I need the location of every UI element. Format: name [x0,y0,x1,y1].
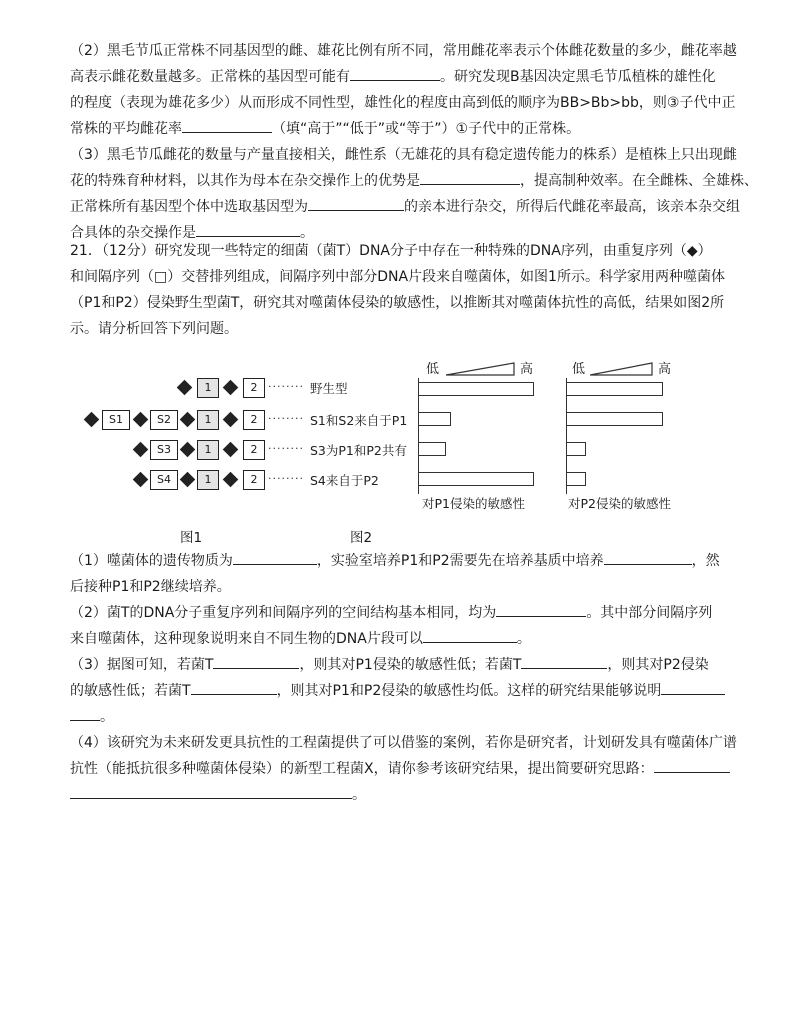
answer-blank[interactable] [496,600,586,617]
sensitivity-bar [418,442,446,456]
spacer-box-1: 1 [197,470,219,490]
text-line: 21．（12分）研究发现一些特定的细菌（菌T）DNA分子中存在一种特殊的DNA序列，由重复序列（◆） [70,243,712,259]
repeat-diamond-icon [180,442,196,458]
repeat-diamond-icon [133,412,149,428]
repeat-diamond-icon [223,412,239,428]
text-line: （1）噬菌体的遗传物质为 ，实验室培养P1和P2需要先在培养基质中培养 ，然 [70,548,760,574]
figure-2-chart-p2 [566,356,690,516]
sequence-row-s1-s2 [80,408,420,432]
dotted-leader: ········ [268,412,304,425]
repeat-diamond-icon [223,472,239,488]
dotted-leader: ········ [268,472,304,485]
repeat-diamond-icon [84,412,100,428]
text-line: 和间隔序列（□）交替排列组成，间隔序列中部分DNA片段来自噬菌体，如图1所示。科学家用两种噬菌体 [70,269,725,285]
spacer-box-s2: S2 [150,410,178,430]
spacer-box-1: 1 [197,378,219,398]
sensitivity-bar [566,472,586,486]
x-axis-label: 对P1侵染的敏感性 [422,496,525,511]
question-21-subquestions [70,548,760,808]
text-line: 示。请分析回答下列问题。 [70,321,238,337]
spacer-box-s1: S1 [102,410,130,430]
figure-1-caption: 图1 [180,530,203,546]
scale-low-label: 低 [572,362,586,377]
text-line: 的敏感性低；若菌T ，则其对P1和P2侵染的敏感性均低。这样的研究结果能够说明 [70,678,760,704]
text-line: （2）黑毛节瓜正常株不同基因型的雌、雄花比例有所不同，常用雌花率表示个体雌花数量的多少，雌花率越 [70,43,737,59]
text-line: 抗性（能抵抗很多种噬菌体侵染）的新型工程菌X，请你参考该研究结果，提出简要研究思路： [70,756,760,782]
text-line: （3）据图可知，若菌T ，则其对P1侵染的敏感性低；若菌T ，则其对P2侵染 [70,652,760,678]
text-line: 高表示雌花数量越多。正常株的基因型可能有 。研究发现B基因决定黑毛节瓜植株的雄性化 [70,64,760,90]
x-axis-label: 对P2侵染的敏感性 [568,496,671,511]
row-label: 野生型 [310,381,348,396]
repeat-diamond-icon [223,380,239,396]
scale-low-label: 低 [426,362,440,377]
row-label: S4来自于P2 [310,473,379,488]
repeat-diamond-icon [180,472,196,488]
repeat-diamond-icon [177,380,193,396]
scale-wedge-icon [590,362,654,376]
sequence-row-s4 [80,468,420,492]
row-label: S1和S2来自于P1 [310,413,408,428]
text-line: （2）菌T的DNA分子重复序列和间隔序列的空间结构基本相同，均为 。其中部分间隔序列 [70,600,760,626]
answer-blank[interactable] [191,678,277,695]
spacer-box-1: 1 [197,410,219,430]
answer-blank[interactable] [308,194,404,211]
answer-blank[interactable] [182,116,272,133]
scale-high-label: 高 [520,362,534,377]
text-line: 来自噬菌体，这种现象说明来自不同生物的DNA片段可以 。 [70,626,760,652]
sequence-row-s3 [80,438,420,462]
answer-blank[interactable] [423,626,517,643]
spacer-box-s3: S3 [150,440,178,460]
sequence-row-wildtype [80,376,420,400]
figure-2-chart-p1 [418,356,554,516]
answer-blank[interactable] [654,756,730,773]
scale-high-label: 高 [658,362,672,377]
sensitivity-bar [566,412,663,426]
answer-blank[interactable] [213,652,299,669]
sensitivity-bar [566,442,586,456]
text-line: 。 [70,704,760,730]
text-line: 后接种P1和P2继续培养。 [70,579,231,595]
text-line: 。 [70,782,760,808]
spacer-box-2: 2 [243,470,265,490]
spacer-box-2: 2 [243,410,265,430]
sensitivity-bar [418,382,534,396]
dotted-leader: ········ [268,380,304,393]
dotted-leader: ········ [268,442,304,455]
text-line: （P1和P2）侵染野生型菌T，研究其对噬菌体侵染的敏感性，以推断其对噬菌体抗性的高低，结果如图2所 [70,295,725,311]
answer-blank[interactable] [661,678,725,695]
answer-blank[interactable] [196,220,300,237]
text-line: 合具体的杂交操作是 。 [70,220,760,246]
sensitivity-bar [418,412,451,426]
answer-blank[interactable] [604,548,692,565]
scale-wedge-icon [446,362,516,376]
spacer-box-2: 2 [243,440,265,460]
sensitivity-bar [566,382,663,396]
text-line: （3）黑毛节瓜雌花的数量与产量直接相关，雌性系（无雄花的具有稳定遗传能力的株系）是植株上只出现雌 [70,147,737,163]
answer-blank[interactable] [70,704,100,721]
answer-blank[interactable] [233,548,317,565]
spacer-box-s4: S4 [150,470,178,490]
text-line: 的程度（表现为雄花多少）从而形成不同性型，雄性化的程度由高到低的顺序为BB>Bb>bb，则③子代中正 [70,95,736,111]
repeat-diamond-icon [223,442,239,458]
answer-blank[interactable] [70,782,352,799]
sensitivity-bar [418,472,534,486]
repeat-diamond-icon [180,412,196,428]
repeat-diamond-icon [133,472,149,488]
text-line: （4）该研究为未来研发更具抗性的工程菌提供了可以借鉴的案例，若你是研究者，计划研发具有噬菌体广谱 [70,735,737,751]
answer-blank[interactable] [420,168,520,185]
text-line: 正常株所有基因型个体中选取基因型为 的亲本进行杂交，所得后代雌花率最高，该亲本杂交组 [70,194,760,220]
row-label: S3为P1和P2共有 [310,443,407,458]
figure-2-caption: 图2 [350,530,373,546]
text-line: 花的特殊育种材料，以其作为母本在杂交操作上的优势是 ，提高制种效率。在全雌株、全雄株、 [70,168,760,194]
spacer-box-2: 2 [243,378,265,398]
repeat-diamond-icon [133,442,149,458]
figure-1-dna-sequences [80,372,420,502]
section-2-3 [70,38,760,246]
answer-blank[interactable] [350,64,440,81]
spacer-box-1: 1 [197,440,219,460]
answer-blank[interactable] [521,652,607,669]
text-line: 常株的平均雌花率 （填“高于”“低于”或“等于”）①子代中的正常株。 [70,116,760,142]
question-21-intro [70,238,760,342]
